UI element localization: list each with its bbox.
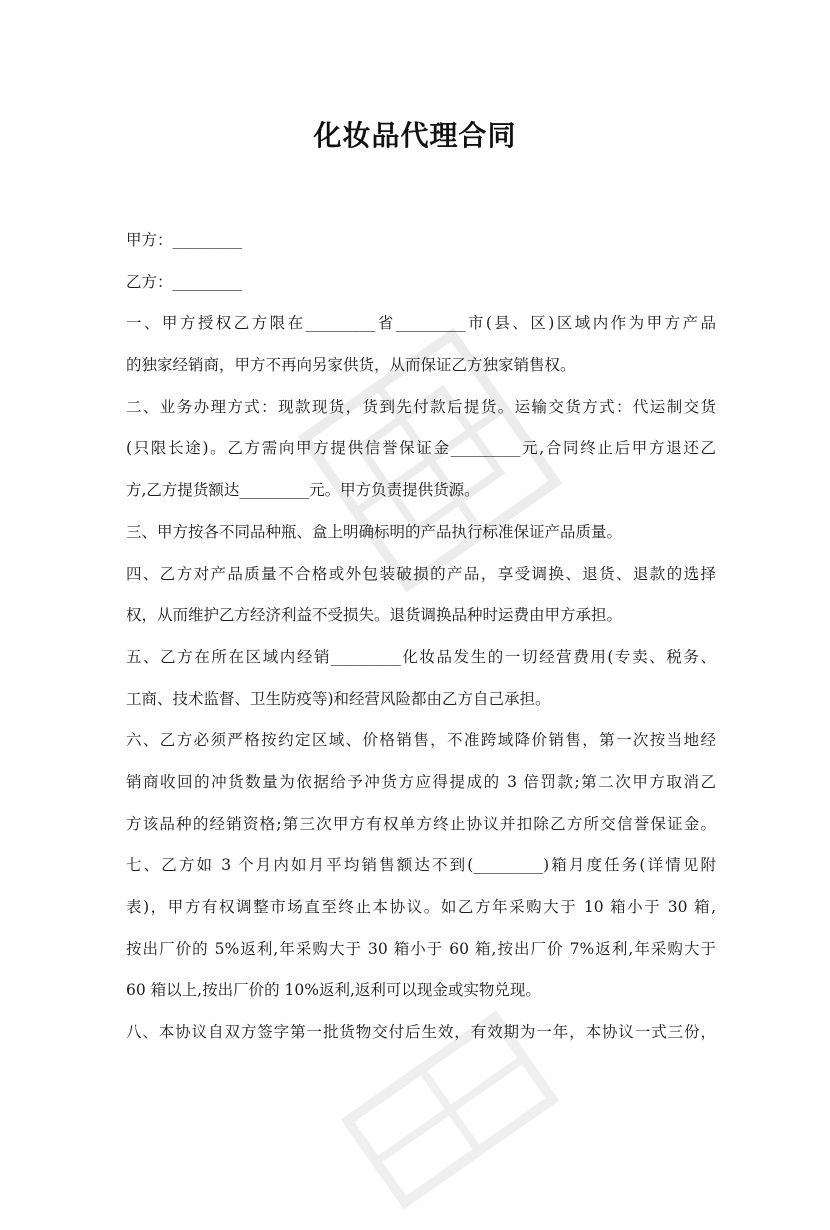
clause-2-line-2: (只限长途)。乙方需向甲方提供信誉保证金_________元,合同终止后甲方退还乙 xyxy=(126,439,716,458)
clause-3-line-1: 三、甲方按各不同品种瓶、盒上明确标明的产品执行标准保证产品质量。 xyxy=(126,522,623,541)
party-b-line: 乙方：_________ xyxy=(126,272,243,291)
clause-4-line-1: 四、乙方对产品质量不合格或外包装破损的产品，享受调换、退货、退款的选择 xyxy=(126,564,716,583)
clause-1-line-1: 一、甲方授权乙方限在_________省_________市(县、区)区域内作为甲方产品 xyxy=(126,314,716,333)
clause-7-line-4: 60 箱以上,按出厂价的 10%返利,返利可以现金或实物兑现。 xyxy=(126,981,541,1000)
clause-6-line-3: 方该品种的经销资格;第三次甲方有权单方终止协议并扣除乙方所交信誉保证金。 xyxy=(126,814,716,833)
clause-4-line-2: 权，从而维护乙方经济利益不受损失。退货调换品种时运费由甲方承担。 xyxy=(126,606,623,625)
clause-2-line-1: 二、业务办理方式：现款现货，货到先付款后提货。运输交货方式：代运制交货 xyxy=(126,397,716,416)
clause-7-line-1: 七、乙方如 3 个月内如月平均销售额达不到(_________)箱月度任务(详情见附 xyxy=(126,856,716,875)
clause-6-line-2: 销商收回的冲货数量为依据给予冲货方应得提成的 3 倍罚款;第二次甲方取消乙 xyxy=(126,772,716,791)
clause-5-line-1: 五、乙方在所在区域内经销_________化妆品发生的一切经营费用(专卖、税务、 xyxy=(126,647,716,666)
clause-7-line-3: 按出厂价的 5%返利,年采购大于 30 箱小于 60 箱,按出厂价 7%返利,年采购大于 xyxy=(126,939,716,958)
clause-2-line-3: 方,乙方提货额达_________元。甲方负责提供货源。 xyxy=(126,481,480,500)
clause-6-line-1: 六、乙方必须严格按约定区域、价格销售，不准跨域降价销售，第一次按当地经 xyxy=(126,731,716,750)
contract-body xyxy=(126,220,716,1054)
party-a-line: 甲方：_________ xyxy=(126,231,243,249)
clause-1-line-2: 的独家经销商，甲方不再向另家供货，从而保证乙方独家销售权。 xyxy=(126,356,576,375)
clause-8-line-1: 八、本协议自双方签字第一批货物交付后生效，有效期为一年，本协议一式三份， xyxy=(126,1023,716,1042)
document-title: 化妆品代理合同 xyxy=(313,119,517,152)
clause-7-line-2: 表)，甲方有权调整市场直至终止本协议。如乙方年采购大于 10 箱小于 30 箱, xyxy=(126,898,716,916)
clause-5-line-2: 工商、技术监督、卫生防疫等)和经营风险都由乙方自己承担。 xyxy=(126,689,551,708)
